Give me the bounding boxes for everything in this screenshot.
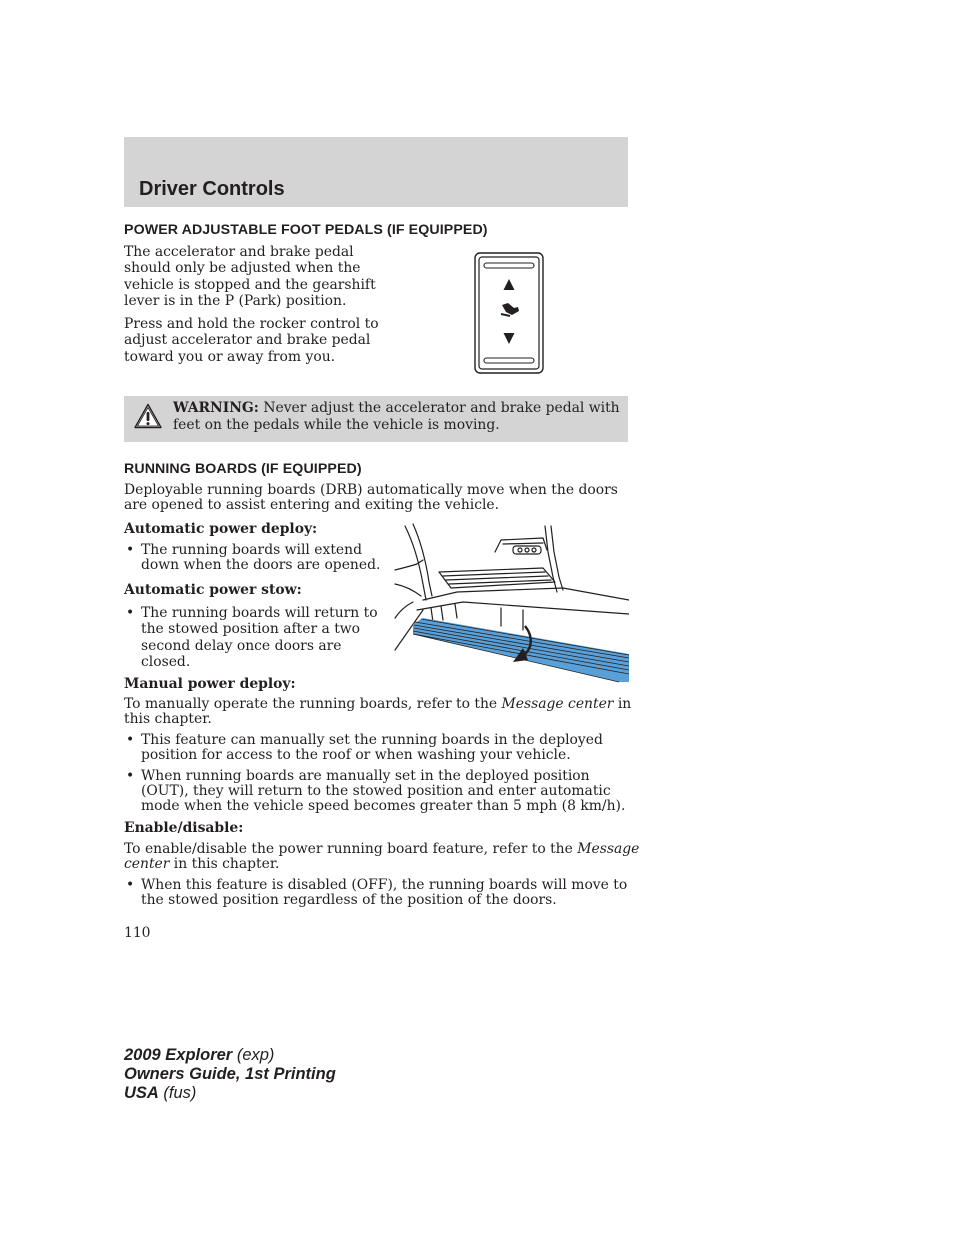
warning-label: WARNING: (173, 400, 259, 416)
text-line: mode when the vehicle speed becomes greater than 5 mph (8 km/h). (141, 798, 626, 815)
enable-paragraph (124, 842, 639, 872)
text-line: The accelerator and brake pedal (124, 244, 354, 260)
text-span: To manually operate the running boards, refer to the (124, 696, 502, 712)
message-center-reference: center (124, 856, 170, 873)
text-line: position for access to the roof or when washing your vehicle. (141, 747, 571, 764)
text-line: second delay once doors are (141, 637, 342, 654)
manual-label: Manual power deploy: (124, 676, 296, 692)
text-span: in this chapter. (169, 856, 280, 873)
text-line: down when the doors are opened. (141, 557, 381, 574)
footer-market: USA (124, 1084, 159, 1102)
foot-pedals-paragraph-1 (124, 244, 376, 310)
text-line: (OUT), they will return to the stowed position and enter automatic (141, 783, 611, 800)
text-line: should only be adjusted when the (124, 260, 361, 277)
text-span: in (613, 696, 632, 712)
warning-text (173, 400, 620, 433)
text-line: When this feature is disabled (OFF), the running boards will move to (141, 877, 628, 893)
bullet-icon: • (126, 542, 135, 558)
running-board-illustration (393, 522, 629, 684)
text-line: this chapter. (124, 711, 212, 728)
footer-model: 2009 Explorer (124, 1046, 233, 1064)
foot-pedals-paragraph-2 (124, 316, 379, 365)
pedal-adjust-switch-icon (474, 252, 544, 374)
text-line: The running boards will extend (141, 542, 362, 558)
text-line: toward you or away from you. (124, 348, 336, 365)
message-center-reference: Message (577, 841, 640, 857)
page-number: 110 (124, 925, 151, 941)
text-line: lever is in the P (Park) position. (124, 293, 347, 310)
section-heading-foot-pedals: POWER ADJUSTABLE FOOT PEDALS (IF EQUIPPED) (124, 222, 488, 238)
text-line: the stowed position regardless of the position of the doors. (141, 892, 557, 909)
text-line: vehicle is stopped and the gearshift (124, 276, 376, 293)
footer-printing: Owners Guide, 1st Printing (124, 1065, 336, 1083)
text-line: adjust accelerator and brake pedal (124, 332, 371, 349)
warning-triangle-icon (134, 403, 162, 429)
text-span: To enable/disable the power running board feature, refer to the (124, 841, 578, 857)
warning-line-1: Never adjust the accelerator and brake pedal with (258, 400, 620, 416)
chapter-header-band (124, 137, 628, 207)
text-line: When running boards are manually set in the deployed position (141, 768, 590, 784)
text-line: Press and hold the rocker control to (124, 316, 379, 332)
manual-paragraph (124, 697, 631, 727)
text-line: the stowed position after a two (141, 621, 361, 638)
bullet-icon: • (126, 732, 135, 748)
document-footer (124, 1046, 336, 1103)
stow-label: Automatic power stow: (124, 582, 302, 598)
text-line: are opened to assist entering and exiting the vehicle. (124, 497, 500, 514)
message-center-reference: Message center (501, 696, 614, 712)
text-line: closed. (141, 653, 191, 670)
enable-label: Enable/disable: (124, 820, 244, 836)
footer-market-code: (fus) (158, 1084, 197, 1102)
warning-line-2: feet on the pedals while the vehicle is moving. (173, 416, 500, 433)
running-boards-intro (124, 483, 618, 513)
chapter-title: Driver Controls (139, 178, 285, 200)
deploy-label: Automatic power deploy: (124, 521, 318, 537)
warning-box (124, 396, 628, 442)
bullet-icon: • (126, 605, 135, 621)
bullet-icon: • (126, 768, 135, 784)
text-line: The running boards will return to (141, 605, 378, 621)
footer-model-code: (exp) (232, 1046, 275, 1064)
text-line: Deployable running boards (DRB) automatically move when the doors (124, 482, 618, 498)
section-heading-running-boards: RUNNING BOARDS (IF EQUIPPED) (124, 461, 362, 477)
bullet-icon: • (126, 877, 135, 893)
text-line: This feature can manually set the running boards in the deployed (141, 732, 603, 748)
